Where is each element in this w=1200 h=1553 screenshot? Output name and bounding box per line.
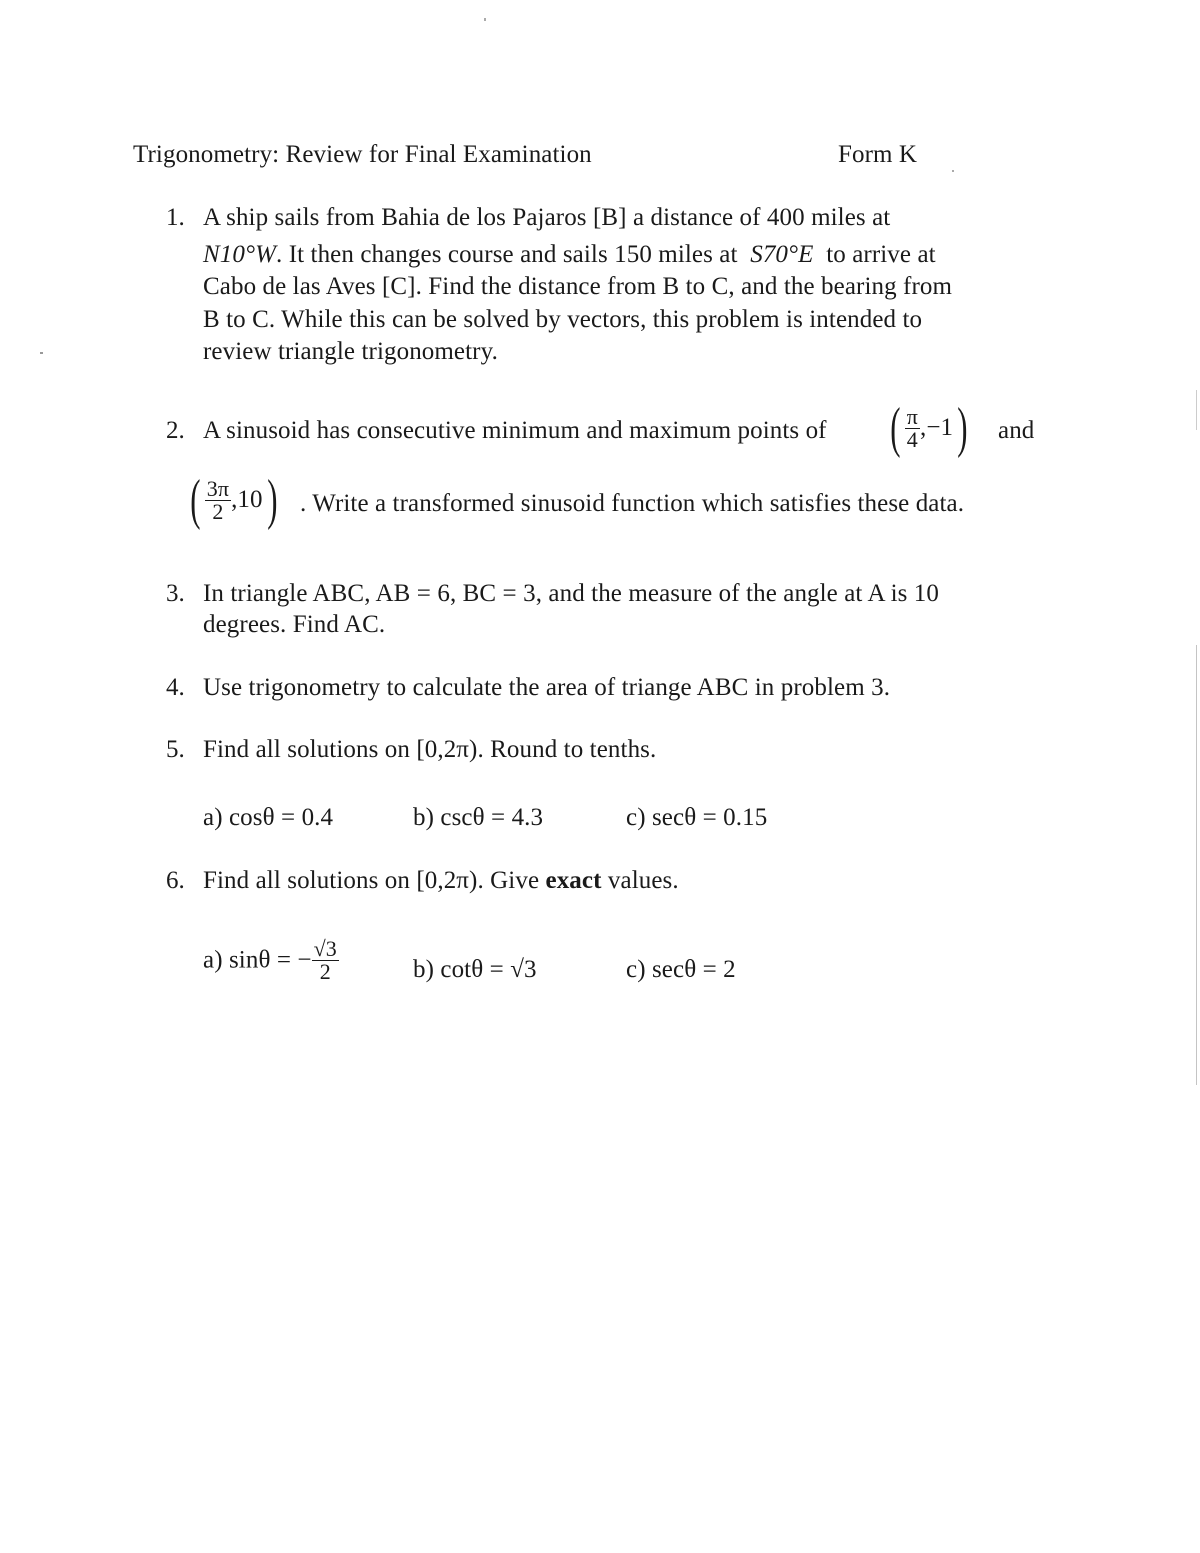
point-max-y: ,10 <box>231 486 263 513</box>
problem-5-number: 5. <box>166 736 185 763</box>
page-title: Trigonometry: Review for Final Examination <box>133 141 592 168</box>
problem-3-line-2: degrees. Find AC. <box>203 611 386 638</box>
problem-2-line-2: . Write a transformed sinusoid function which satisfies these data. <box>300 490 965 517</box>
point-min: ( $\frac{\pi}{4}$ ,−1) <box>890 397 968 459</box>
problem-6-line-1-pre: Find all solutions on [0,2π). Give <box>203 867 540 894</box>
problem-1-line-3: Cabo de las Aves [C]. Find the distance from B to C, and the bearing from <box>203 273 953 300</box>
problem-6-part-a <box>203 938 339 1002</box>
bearing-1: N10°W <box>203 241 276 268</box>
scan-speck <box>484 18 486 21</box>
problem-2-and: and <box>998 417 1035 444</box>
problem-6-part-a-den: 2 <box>319 959 331 984</box>
problem-5-part-a: a) cosθ = 0.4 <box>203 804 334 831</box>
problem-6-line-1-post: values. <box>607 867 679 894</box>
problem-6-part-c: c) secθ = 2 <box>626 956 736 983</box>
problem-3-line-1: In triangle ABC, AB = 6, BC = 3, and the measure of the angle at A is 10 <box>203 580 939 607</box>
problem-5-part-c: c) secθ = 0.15 <box>626 804 768 831</box>
problem-1-line-4: B to C. While this can be solved by vectors, this problem is intended to <box>203 306 923 333</box>
problem-3-number: 3. <box>166 580 185 607</box>
problem-1-line-2 <box>203 240 936 270</box>
point-min-den: 4 <box>906 426 918 452</box>
problem-1-line-1: A ship sails from Bahia de los Pajaros [B] a distance of 400 miles at <box>203 204 891 231</box>
point-min-num: π <box>906 403 918 429</box>
scan-edge-mark <box>1196 645 1197 1085</box>
form-label: Form K <box>838 141 918 168</box>
problem-1-line-5: review triangle trigonometry. <box>203 338 498 365</box>
scan-speck <box>40 352 43 354</box>
point-max: ( $\frac{3\pi}{2}$ ,10) <box>190 469 278 531</box>
problem-1-number: 1. <box>166 204 185 231</box>
problem-2-line-1: A sinusoid has consecutive minimum and maximum points of <box>203 417 827 444</box>
problem-5-line-1: Find all solutions on [0,2π). Round to tenths. <box>203 736 657 763</box>
problem-2-number: 2. <box>166 417 185 444</box>
problem-6-part-a-num: √3 <box>313 936 337 961</box>
scan-edge-mark <box>1196 390 1197 430</box>
point-max-num: 3π <box>206 475 230 501</box>
problem-5-part-b: b) cscθ = 4.3 <box>413 804 544 831</box>
point-max-den: 2 <box>212 498 224 524</box>
problem-1-line-2-mid: . It then changes course and sails 150 miles at <box>276 241 738 268</box>
problem-6-number: 6. <box>166 867 185 894</box>
problem-1-line-2-end: to arrive at <box>826 241 936 268</box>
problem-6-part-a-pre: a) sinθ = − <box>203 946 312 974</box>
scan-speck <box>952 170 954 172</box>
problem-4-number: 4. <box>166 674 185 701</box>
problem-6-part-b: b) cotθ = √3 <box>413 956 537 983</box>
bearing-2: S70°E <box>750 241 814 268</box>
point-min-y: ,−1 <box>919 414 954 441</box>
problem-6-exact: exact <box>545 867 602 894</box>
problem-6-line-1 <box>203 866 679 896</box>
problem-4-line-1: Use trigonometry to calculate the area of triange ABC in problem 3. <box>203 674 891 701</box>
